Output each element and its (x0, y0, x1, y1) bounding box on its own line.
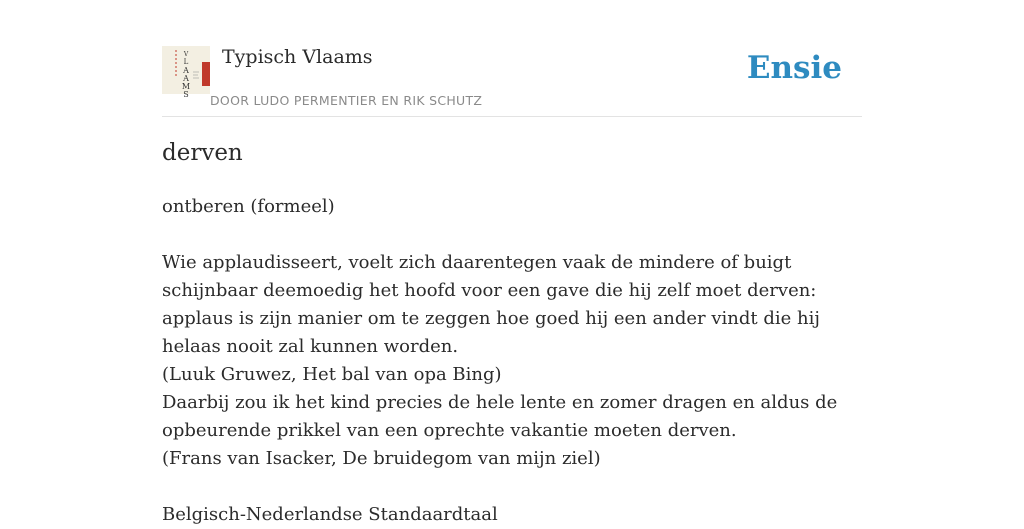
example-quote: Daarbij zou ik het kind precies de hele lente en zomer dragen en aldus de opbeurende prikkel van een oprechte vakantie moeten derven. (162, 392, 838, 441)
entry-title: derven (162, 140, 243, 166)
cover-letter: A (183, 74, 189, 83)
example-source: (Luuk Gruwez, Het bal van opa Bing) (162, 364, 502, 385)
cover-letter: S (183, 90, 189, 99)
ensie-logo[interactable]: Ensie (746, 50, 842, 86)
entry-examples (162, 249, 867, 473)
cover-letter: L (183, 58, 189, 66)
entry-definition: ontberen (formeel) (162, 196, 335, 217)
header (162, 0, 862, 117)
book-cover-icon[interactable] (162, 46, 210, 99)
cover-letter: M (181, 82, 191, 91)
cover-letter: V (183, 51, 189, 58)
book-title[interactable]: Typisch Vlaams (222, 46, 373, 68)
entry-category: Belgisch-Nederlandse Standaardtaal (162, 504, 498, 525)
example-quote: Wie applaudisseert, voelt zich daarentegen vaak de mindere of buigt schijnbaar deemoedig het hoofd voor een gave die hij zelf moet derven: applaus is zijn manier om te zeggen hoe goed hij een ander vindt die hij helaas nooit zal kunnen worden. (162, 252, 820, 357)
page-content (162, 0, 862, 525)
cover-letter: A (183, 66, 189, 75)
example-source: (Frans van Isacker, De bruidegom van mijn ziel) (162, 448, 601, 469)
book-authors: DOOR LUDO PERMENTIER EN RIK SCHUTZ (210, 93, 483, 108)
